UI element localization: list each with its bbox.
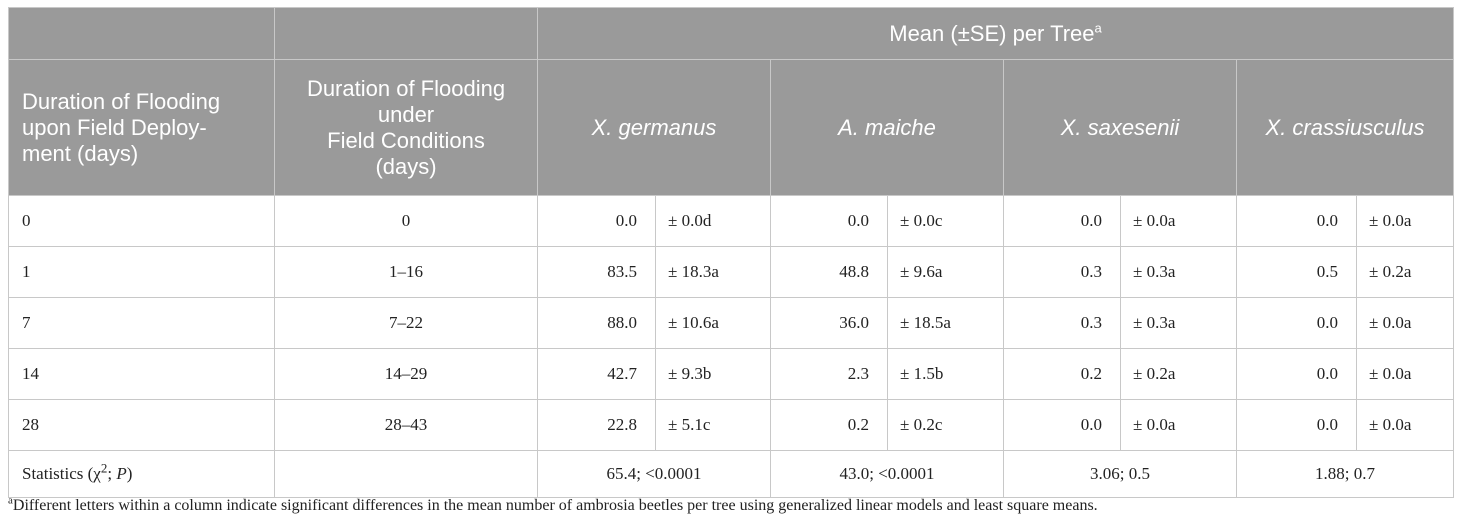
cell-mean: 0.0 [1237,349,1357,400]
header-empty-cell [275,8,538,60]
cell-se: ± 0.0a [1357,400,1454,451]
cell-field: 7–22 [275,298,538,349]
cell-mean: 0.2 [1004,349,1121,400]
cell-se: ± 9.6a [888,247,1004,298]
cell-se: ± 0.2a [1357,247,1454,298]
cell-se: ± 0.0a [1357,349,1454,400]
cell-mean: 0.0 [1004,400,1121,451]
cell-mean: 88.0 [538,298,656,349]
cell-se: ± 1.5b [888,349,1004,400]
table-footnote [8,494,1453,515]
group-header [538,8,1454,60]
cell-field: 0 [275,196,538,247]
cell-mean: 0.3 [1004,247,1121,298]
cell-se: ± 0.3a [1121,247,1237,298]
cell-mean: 0.0 [1004,196,1121,247]
cell-mean: 0.5 [1237,247,1357,298]
header-row-top [9,8,1454,60]
header-species-a-maiche: A. maiche [771,60,1004,196]
cell-mean: 0.0 [538,196,656,247]
table-row [9,349,1454,400]
header-species-x-crassiusculus: X. crassiusculus [1237,60,1454,196]
cell-se: ± 0.0a [1121,400,1237,451]
cell-mean: 42.7 [538,349,656,400]
cell-se: ± 0.0a [1121,196,1237,247]
table-row [9,247,1454,298]
table-row [9,298,1454,349]
header-row-main [9,60,1454,196]
cell-deploy: 14 [9,349,275,400]
cell-field: 1–16 [275,247,538,298]
cell-se: ± 0.0a [1357,196,1454,247]
table-row [9,196,1454,247]
statistics-value: 3.06; 0.5 [1004,451,1237,498]
cell-deploy: 1 [9,247,275,298]
cell-se: ± 5.1c [656,400,771,451]
cell-mean: 0.0 [1237,400,1357,451]
cell-se: ± 18.3a [656,247,771,298]
cell-mean: 0.0 [1237,196,1357,247]
statistics-value: 1.88; 0.7 [1237,451,1454,498]
cell-mean: 0.0 [771,196,888,247]
cell-mean: 0.0 [1237,298,1357,349]
data-table [8,7,1454,498]
cell-mean: 48.8 [771,247,888,298]
cell-deploy: 0 [9,196,275,247]
cell-deploy: 28 [9,400,275,451]
header-deployment-duration: Duration of Flooding upon Field Deploy- ment (days) [9,60,275,196]
cell-mean: 0.2 [771,400,888,451]
header-species-x-saxesenii: X. saxesenii [1004,60,1237,196]
cell-se: ± 0.0a [1357,298,1454,349]
cell-se: ± 0.3a [1121,298,1237,349]
group-title: Mean (±SE) per Tree [889,20,1095,46]
cell-se: ± 0.0d [656,196,771,247]
table-container [8,7,1453,498]
footnote-text: Different letters within a column indicate significant differences in the mean number of ambrosia beetles per tree using generalized linear models and least square means. [12,497,1098,514]
cell-se: ± 18.5a [888,298,1004,349]
header-field-duration: Duration of Flooding under Field Conditions (days) [275,60,538,196]
cell-mean: 83.5 [538,247,656,298]
statistics-row [9,451,1454,498]
cell-mean: 2.3 [771,349,888,400]
statistics-label: Statistics ($\chi^2$; P) [9,451,275,498]
cell-se: ± 10.6a [656,298,771,349]
table-row [9,400,1454,451]
header-species-x-germanus: X. germanus [538,60,771,196]
footnote-mark: a [8,494,13,507]
cell-mean: 22.8 [538,400,656,451]
cell-mean: 0.3 [1004,298,1121,349]
statistics-value: 43.0; <0.0001 [771,451,1004,498]
group-title-footnote-mark: a [1094,20,1102,36]
cell-deploy: 7 [9,298,275,349]
statistics-value: 65.4; <0.0001 [538,451,771,498]
statistics-empty-cell [275,451,538,498]
cell-se: ± 0.0c [888,196,1004,247]
cell-field: 14–29 [275,349,538,400]
cell-field: 28–43 [275,400,538,451]
cell-se: ± 9.3b [656,349,771,400]
header-empty-cell [9,8,275,60]
cell-se: ± 0.2a [1121,349,1237,400]
cell-mean: 36.0 [771,298,888,349]
cell-se: ± 0.2c [888,400,1004,451]
